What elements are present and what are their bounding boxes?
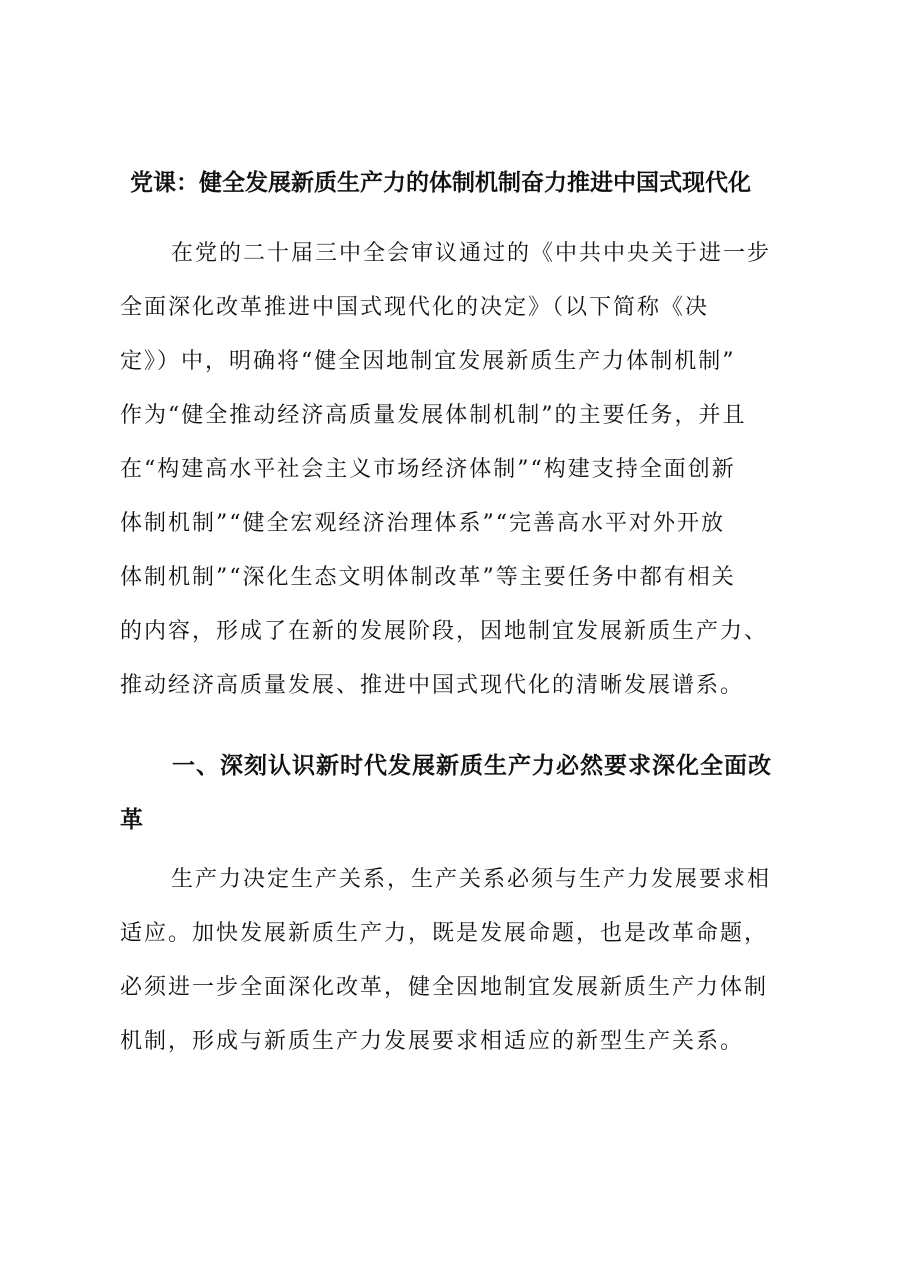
paragraph-line: 机制，形成与新质生产力发展要求相适应的新型生产关系。 bbox=[120, 1029, 745, 1054]
paragraph-section-1 bbox=[120, 853, 771, 1069]
paragraph-line: 在党的二十届三中全会审议通过的《中共中央关于进一步 bbox=[171, 241, 772, 266]
paragraph-line: 推动经济高质量发展、推进中国式现代化的清晰发展谱系。 bbox=[120, 673, 745, 698]
paragraph-line: 全面深化改革推进中国式现代化的决定》（以下简称《决 bbox=[120, 295, 710, 320]
paragraph-line: 体制机制”“健全宏观经济治理体系”“完善高水平对外开放 bbox=[120, 511, 725, 536]
document-title: 党课：健全发展新质生产力的体制机制奋力推进中国式现代化 bbox=[130, 169, 751, 196]
paragraph-line: 适应。加快发展新质生产力，既是发展命题，也是改革命题， bbox=[120, 921, 769, 946]
paragraph-line: 作为“健全推动经济高质量发展体制机制”的主要任务，并且 bbox=[120, 403, 747, 428]
heading-line: 一、深刻认识新时代发展新质生产力必然要求深化全面改 bbox=[172, 752, 772, 779]
paragraph-intro bbox=[120, 227, 771, 713]
heading-line: 革 bbox=[120, 806, 144, 833]
paragraph-line: 定》）中，明确将“健全因地制宜发展新质生产力体制机制” bbox=[120, 349, 736, 374]
paragraph-line: 生产力决定生产关系，生产关系必须与生产力发展要求相 bbox=[171, 867, 772, 892]
paragraph-line: 在“构建高水平社会主义市场经济体制”“构建支持全面创新 bbox=[120, 457, 736, 482]
section-heading-1 bbox=[120, 739, 772, 847]
paragraph-line: 必须进一步全面深化改革，健全因地制宜发展新质生产力体制 bbox=[120, 975, 769, 1000]
paragraph-line: 的内容，形成了在新的发展阶段，因地制宜发展新质生产力、 bbox=[120, 619, 769, 644]
paragraph-line: 体制机制”“深化生态文明体制改革”等主要任务中都有相关 bbox=[120, 565, 736, 590]
